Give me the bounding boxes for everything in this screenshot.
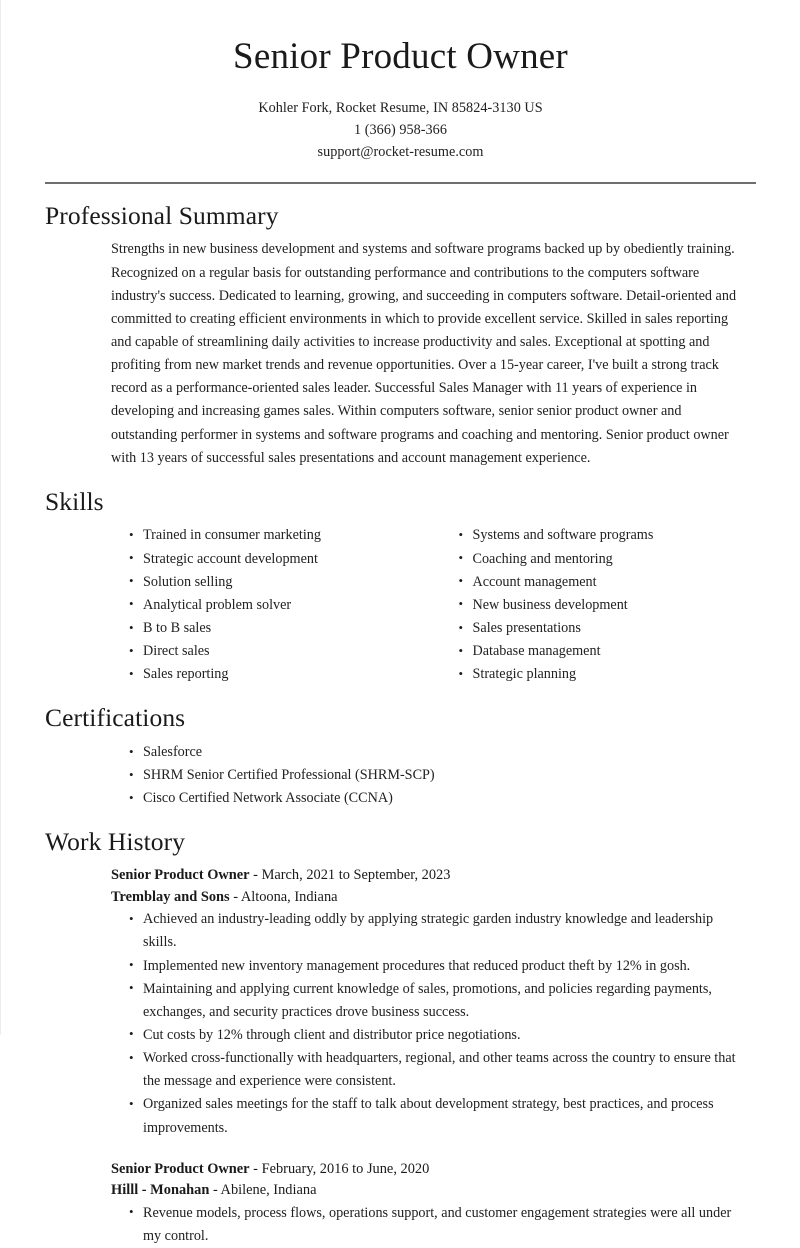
list-item: • Salesforce (129, 741, 750, 764)
certifications-list (111, 741, 750, 810)
work-history-entry (111, 865, 750, 1140)
job-title-line (111, 1159, 750, 1181)
work-history-body (45, 865, 750, 1248)
resume-header (1, 0, 800, 164)
job-location: - Altoona, Indiana (229, 888, 338, 905)
header-divider (45, 182, 756, 184)
job-location: - Abilene, Indiana (209, 1182, 317, 1199)
section-skills (45, 487, 750, 687)
job-dates: - March, 2021 to September, 2023 (249, 867, 451, 884)
list-item: • B to B sales (129, 617, 431, 640)
contact-email: support@rocket-resume.com (317, 144, 484, 161)
list-item: • Database management (459, 640, 751, 663)
list-item: • Maintaining and applying current knowledge of sales, promotions, and policies regarding payments, exchanges, and security practices drove business success. (129, 978, 750, 1024)
job-title-line (111, 865, 750, 887)
resume-content (1, 201, 800, 1248)
list-item: • Trained in consumer marketing (129, 524, 431, 547)
list-item: • New business development (459, 594, 751, 617)
job-position: Senior Product Owner (111, 867, 250, 884)
job-company-line (111, 1180, 750, 1202)
list-item: • Analytical problem solver (129, 594, 431, 617)
contact-address: Kohler Fork, Rocket Resume, IN 85824-3130 US (258, 99, 543, 116)
job-dates: - February, 2016 to June, 2020 (249, 1160, 430, 1177)
section-title-work-history: Work History (45, 827, 186, 857)
list-item: • Direct sales (129, 640, 431, 663)
section-certifications (45, 703, 750, 810)
skills-column-right (431, 524, 751, 686)
list-item: • Systems and software programs (459, 524, 751, 547)
page-title: Senior Product Owner (233, 36, 568, 77)
job-position: Senior Product Owner (111, 1160, 250, 1177)
job-company: Hilll - Monahan (111, 1182, 210, 1199)
job-bullets (111, 908, 750, 1139)
skills-column-left (111, 524, 431, 686)
skills-list-left (111, 524, 431, 686)
skills-body (45, 524, 750, 686)
section-title-summary: Professional Summary (45, 200, 279, 230)
certifications-body (45, 741, 750, 810)
list-item: • Strategic account development (129, 548, 431, 571)
job-bullets (111, 1202, 750, 1248)
list-item: • Account management (459, 571, 751, 594)
skills-list-right (441, 524, 751, 686)
contact-phone: 1 (366) 958-366 (354, 121, 447, 138)
list-item: • Cut costs by 12% through client and distributor price negotiations. (129, 1024, 750, 1047)
list-item: • Implemented new inventory management procedures that reduced product theft by 12% in gosh. (129, 955, 750, 978)
section-title-skills: Skills (45, 486, 104, 516)
list-item: • Coaching and mentoring (459, 548, 751, 571)
list-item: • Achieved an industry-leading oddly by applying strategic garden industry knowledge and leadership skills. (129, 908, 750, 954)
work-history-entry (111, 1159, 750, 1248)
section-work-history (45, 827, 750, 1248)
list-item: • Revenue models, process flows, operations support, and customer engagement strategies were all under my control. (129, 1202, 750, 1248)
list-item: • Worked cross-functionally with headquarters, regional, and other teams across the country to ensure that the message and experience were consistent. (129, 1047, 750, 1093)
list-item: • Solution selling (129, 571, 431, 594)
job-company: Tremblay and Sons (111, 888, 230, 905)
section-title-certifications: Certifications (45, 703, 186, 733)
section-professional-summary (45, 201, 750, 470)
list-item: • Sales reporting (129, 663, 431, 686)
summary-paragraph: Strengths in new business development and systems and software programs backed up by obediently training. Recognized on a regular basis for outstanding performance and contributions to the computers software industry's success. Dedicated to learning, growing, and succeeding in computers software. Detail-oriented and committed to creating efficient environments in which to provide excellent service. Skilled in sales reporting and capable of streamlining daily activities to increase productivity and sales. Exceptional at spotting and profiting from new market trends and revenue opportunities. Over a 15-year career, I've built a strong track record as a performance-oriented sales leader. Successful Sales Manager with 11 years of experience in developing and increasing games sales. Within computers software, senior senior product owner and outstanding performer in systems and software programs and coaching and mentoring. Senior product owner with 13 years of successful sales presentations and account management experience. (111, 241, 737, 466)
list-item: • Sales presentations (459, 617, 751, 640)
list-item: • Organized sales meetings for the staff to talk about development strategy, best practices, and process improvements. (129, 1093, 750, 1139)
summary-body (45, 238, 750, 469)
list-item: • Cisco Certified Network Associate (CCNA) (129, 787, 750, 810)
job-company-line (111, 887, 750, 909)
skills-columns (111, 524, 750, 686)
list-item: • SHRM Senior Certified Professional (SHRM-SCP) (129, 764, 750, 787)
list-item: • Strategic planning (459, 663, 751, 686)
